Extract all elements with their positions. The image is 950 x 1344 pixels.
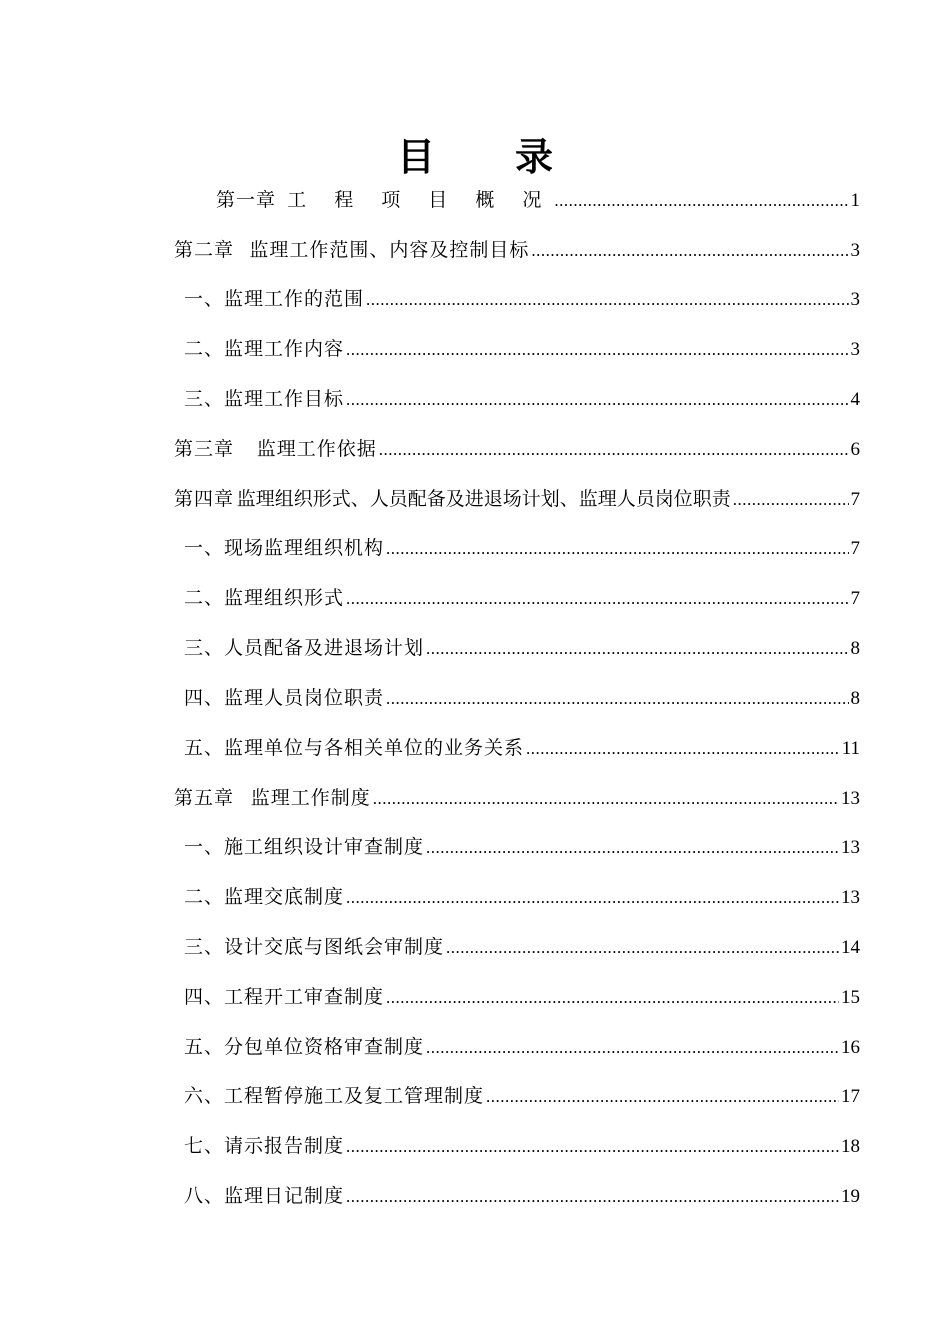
toc-entry-title: 六、工程暂停施工及复工管理制度 bbox=[184, 1085, 485, 1107]
toc-chapter: 第五章 bbox=[174, 787, 235, 809]
toc-page-number: 17 bbox=[841, 1086, 860, 1107]
toc-leader bbox=[346, 330, 848, 370]
toc-leader bbox=[386, 679, 848, 719]
toc-leader bbox=[346, 1177, 839, 1217]
toc-page-number: 13 bbox=[841, 837, 860, 858]
toc-page-number: 19 bbox=[841, 1186, 860, 1207]
toc-entry-title: 一、现场监理组织机构 bbox=[184, 537, 385, 559]
toc-page-number: 13 bbox=[841, 788, 860, 809]
toc-page-number: 15 bbox=[841, 987, 860, 1008]
toc-entry-title: 二、监理组织形式 bbox=[184, 587, 345, 609]
toc-page-number: 3 bbox=[850, 240, 860, 261]
toc-page-number: 7 bbox=[850, 489, 860, 510]
toc-leader bbox=[379, 430, 849, 470]
toc-entry[interactable] bbox=[184, 977, 860, 1017]
toc-leader bbox=[366, 280, 848, 320]
toc-entry-title: 工 程 项 目 概 况 bbox=[287, 189, 553, 211]
toc-entry[interactable] bbox=[184, 678, 860, 718]
toc-entry[interactable] bbox=[184, 827, 860, 867]
toc-entry-title: 五、分包单位资格审查制度 bbox=[184, 1036, 425, 1058]
page-title: 目录 bbox=[396, 135, 633, 179]
toc-page-number: 4 bbox=[850, 389, 860, 410]
toc-entry-title: 一、监理工作的范围 bbox=[184, 288, 365, 310]
toc-entry[interactable] bbox=[184, 927, 860, 967]
toc-page-number: 16 bbox=[841, 1037, 860, 1058]
toc-entry[interactable] bbox=[184, 279, 860, 319]
toc-entry[interactable] bbox=[184, 877, 860, 917]
toc-leader bbox=[554, 181, 848, 221]
toc-chapter: 第二章 bbox=[174, 239, 235, 261]
toc-entry-title: 监理组织形式、人员配备及进退场计划、监理人员岗位职责 bbox=[236, 488, 731, 510]
toc-leader bbox=[526, 729, 840, 769]
toc-entry-title: 三、设计交底与图纸会审制度 bbox=[184, 936, 445, 958]
toc-leader bbox=[373, 779, 839, 819]
toc-leader bbox=[426, 629, 848, 669]
toc-leader bbox=[446, 928, 839, 968]
toc-leader bbox=[346, 579, 848, 619]
toc-entry[interactable] bbox=[184, 628, 860, 668]
toc-entry[interactable] bbox=[174, 230, 860, 270]
toc-entry[interactable] bbox=[184, 1076, 860, 1116]
toc-chapter: 第一章 bbox=[216, 189, 277, 211]
toc-leader bbox=[346, 380, 848, 420]
toc-chapter: 第三章 bbox=[174, 438, 235, 460]
toc-page-number: 3 bbox=[850, 339, 860, 360]
toc-leader bbox=[733, 480, 849, 520]
toc-entry-title: 监理工作范围、内容及控制目标 bbox=[249, 239, 530, 261]
toc-page-number: 18 bbox=[841, 1136, 860, 1157]
toc-entry[interactable] bbox=[184, 528, 860, 568]
toc-entry[interactable] bbox=[174, 778, 860, 818]
toc-entry[interactable] bbox=[184, 1027, 860, 1067]
toc-leader bbox=[346, 878, 839, 918]
toc-leader bbox=[426, 1028, 839, 1068]
toc-entry-title: 监理工作依据 bbox=[256, 438, 377, 460]
toc-entry[interactable] bbox=[184, 1176, 860, 1216]
toc-entry-title: 二、监理工作内容 bbox=[184, 338, 345, 360]
toc-page-number: 8 bbox=[850, 688, 860, 709]
toc-entry-title: 三、人员配备及进退场计划 bbox=[184, 637, 425, 659]
toc-entry-title: 一、施工组织设计审查制度 bbox=[184, 836, 425, 858]
toc-page-number: 6 bbox=[850, 439, 860, 460]
toc-entry-title: 三、监理工作目标 bbox=[184, 388, 345, 410]
toc-entry[interactable] bbox=[184, 329, 860, 369]
toc-entry-title: 四、工程开工审查制度 bbox=[184, 986, 385, 1008]
toc-entry[interactable] bbox=[184, 578, 860, 618]
toc-entry-title: 四、监理人员岗位职责 bbox=[184, 687, 385, 709]
toc-page-number: 13 bbox=[841, 887, 860, 908]
toc-leader bbox=[486, 1077, 839, 1117]
toc-page-number: 1 bbox=[850, 190, 860, 211]
toc-page-number: 8 bbox=[850, 638, 860, 659]
toc-leader bbox=[531, 231, 848, 271]
toc-entry-title: 五、监理单位与各相关单位的业务关系 bbox=[184, 737, 525, 759]
toc-entry[interactable] bbox=[184, 379, 860, 419]
toc-leader bbox=[386, 529, 848, 569]
toc-entry[interactable] bbox=[184, 1126, 860, 1166]
toc-page-number: 11 bbox=[841, 738, 860, 759]
toc-entry-title: 二、监理交底制度 bbox=[184, 886, 345, 908]
toc-leader bbox=[386, 978, 839, 1018]
toc-entry-title: 八、监理日记制度 bbox=[184, 1185, 345, 1207]
toc-page-number: 7 bbox=[850, 588, 860, 609]
toc-page-number: 14 bbox=[841, 937, 860, 958]
toc-page-number: 3 bbox=[850, 289, 860, 310]
toc-leader bbox=[426, 828, 839, 868]
toc-entry[interactable] bbox=[216, 180, 860, 220]
toc-leader bbox=[346, 1127, 839, 1167]
toc-entry[interactable] bbox=[174, 429, 860, 469]
toc-entry[interactable] bbox=[174, 479, 860, 519]
toc-page-number: 7 bbox=[850, 538, 860, 559]
toc-entry[interactable] bbox=[184, 728, 860, 768]
toc-entry-title: 监理工作制度 bbox=[250, 787, 371, 809]
toc-chapter: 第四章 bbox=[174, 488, 235, 510]
toc-entry-title: 七、请示报告制度 bbox=[184, 1135, 345, 1157]
